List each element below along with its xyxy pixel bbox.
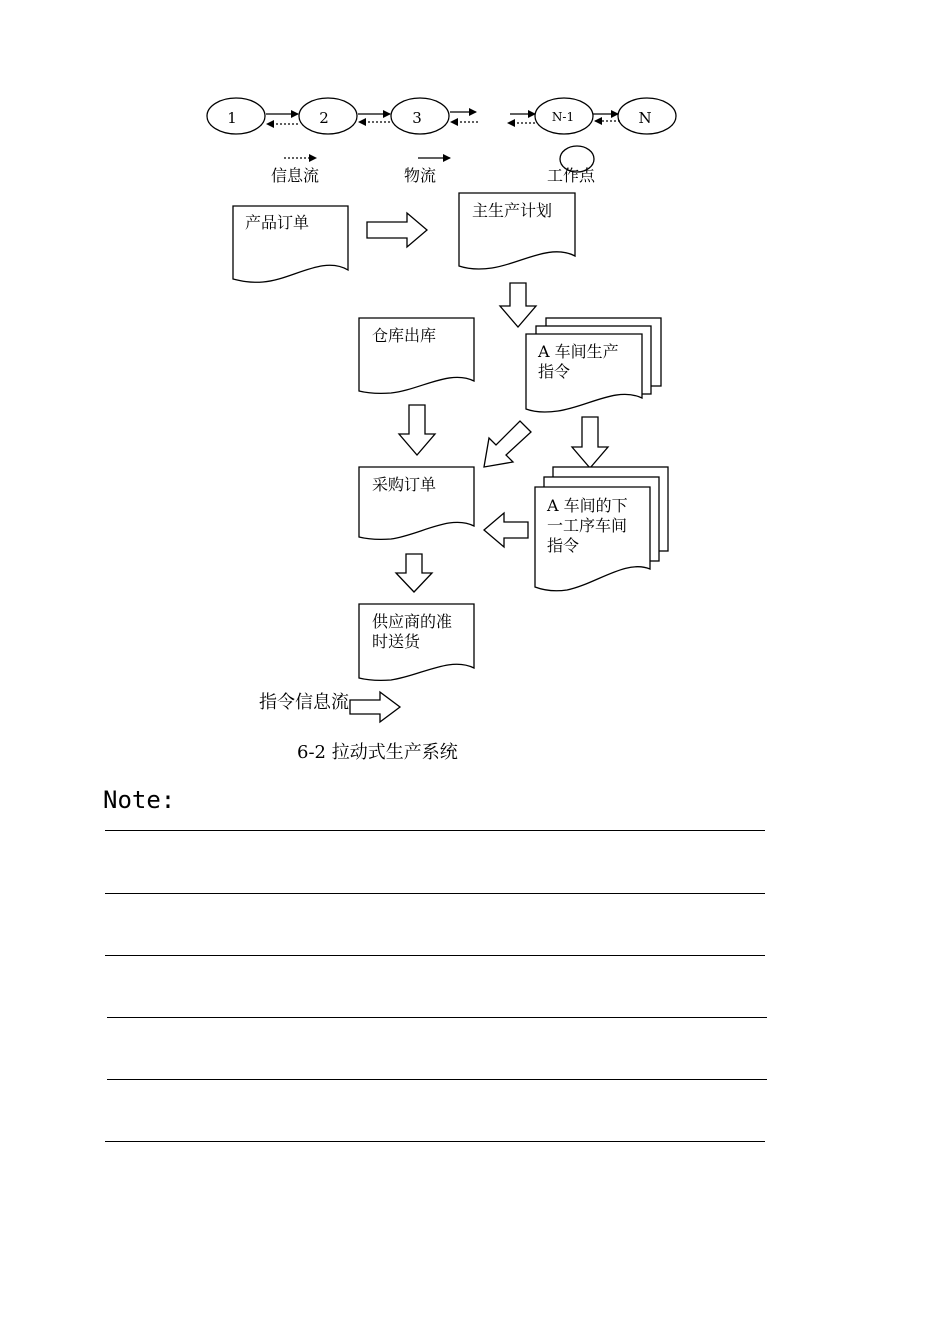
doc-product-order [233, 206, 348, 282]
doc-label: 产品订单 [245, 213, 310, 232]
note-line[interactable] [105, 955, 765, 956]
doc-next-workshop [535, 467, 668, 591]
figure-caption: 6-2 拉动式生产系统 [297, 742, 458, 763]
doc-workshop-a [526, 318, 661, 412]
command-arrow [484, 513, 528, 547]
doc-label-line: 一工序车间 [547, 516, 628, 535]
note-label: Note: [103, 786, 176, 814]
flow-chain [207, 98, 676, 134]
command-arrow [500, 283, 536, 327]
note-line[interactable] [105, 830, 765, 831]
doc-label-line: 时送货 [372, 632, 421, 651]
doc-label-line: 指令 [538, 362, 571, 381]
flow-legend [271, 146, 596, 185]
doc-label: 采购订单 [372, 475, 437, 494]
doc-master-plan [459, 193, 575, 269]
command-info-flow-icon [350, 692, 400, 722]
node-1-label: 1 [227, 109, 237, 127]
command-info-flow-legend [259, 692, 400, 722]
node-n-label: N [638, 109, 652, 127]
doc-label-line: A 车间生产 [538, 342, 619, 361]
doc-warehouse-out [359, 318, 474, 393]
work-point-legend-label: 工作点 [547, 166, 596, 185]
node-3-label: 3 [412, 109, 422, 127]
command-arrow [484, 421, 531, 467]
doc-label-line: 供应商的准 [372, 612, 453, 631]
command-arrow [572, 417, 608, 468]
doc-label-line: A 车间的下 [547, 496, 628, 515]
command-info-flow-label: 指令信息流 [259, 692, 349, 713]
doc-label: 主生产计划 [472, 201, 553, 220]
info-flow-legend-label: 信息流 [271, 166, 320, 185]
note-line[interactable] [107, 1017, 767, 1018]
doc-label: 仓库出库 [372, 326, 437, 345]
material-flow-legend-label: 物流 [404, 166, 437, 185]
doc-purchase-order [359, 467, 474, 539]
doc-supplier [359, 604, 474, 680]
node-2-label: 2 [319, 109, 329, 127]
command-arrow [396, 554, 432, 592]
note-line[interactable] [105, 1141, 765, 1142]
note-line[interactable] [107, 1079, 767, 1080]
note-line[interactable] [105, 893, 765, 894]
command-arrow [399, 405, 435, 455]
node-n-1-label: N-1 [551, 110, 575, 124]
command-arrow [367, 213, 427, 247]
doc-label-line: 指令 [547, 536, 580, 555]
